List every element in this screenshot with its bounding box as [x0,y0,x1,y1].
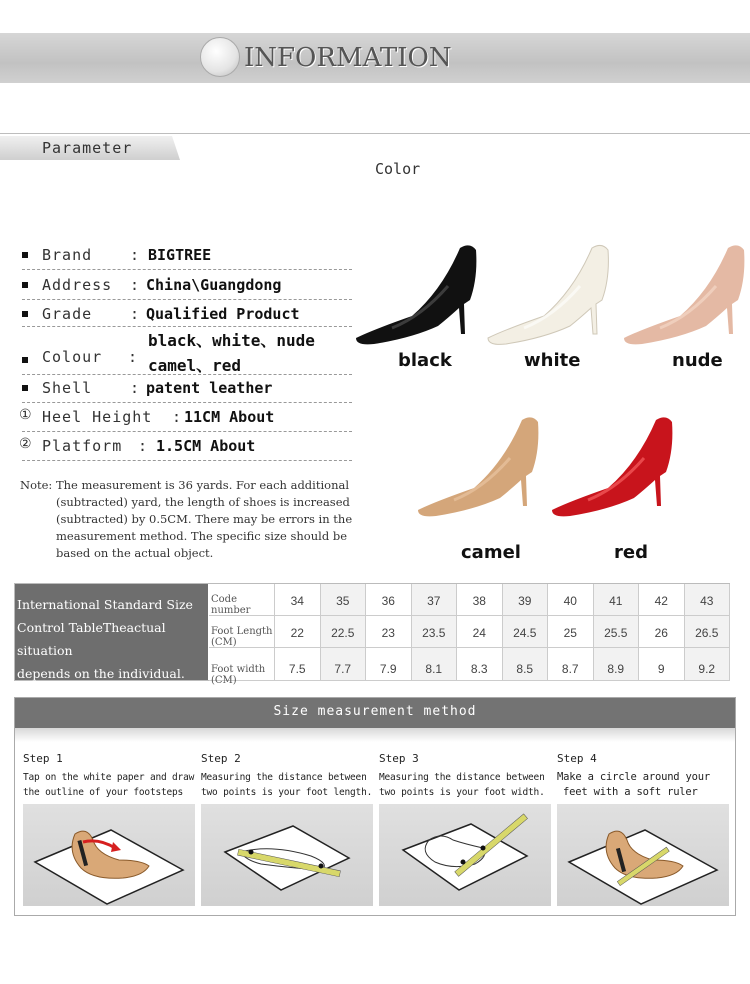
shoe-black-image [352,238,482,348]
size-cell: 43 [685,584,731,616]
shoe-label-white: white [524,350,581,371]
size-cell: 25 [548,616,594,648]
foot-width-illustration [379,804,551,906]
step-text-line: Measuring the distance between [379,772,545,783]
shoe-camel-image [414,410,544,520]
shoe-label-black: black [398,350,452,371]
step-4 [557,750,729,908]
size-cell: 26.5 [685,616,731,648]
size-cell: 38 [457,584,503,616]
spec-key: Address [42,276,113,294]
spec-key: Heel Height [42,408,153,426]
color-heading: Color [375,160,421,178]
step-title: Step 2 [201,752,241,765]
bullet-icon [22,357,28,363]
size-cell: 8.3 [457,648,503,681]
note-line: (subtracted) by 0.5CM. There may be errors in the [56,512,353,526]
spec-row-heel-height [19,406,352,432]
size-cell: 22 [275,616,321,648]
spec-colon: : [172,408,182,426]
size-row-header: Foot Length (CM) [209,616,275,648]
size-cell: 7.5 [275,648,321,681]
shoe-white-image [484,238,614,348]
step-text [23,770,195,800]
step-3 [379,750,551,908]
shoe-label-camel: camel [461,542,521,563]
spec-colon: : [130,379,140,397]
size-cell: 7.7 [321,648,367,681]
step-title: Step 1 [23,752,63,765]
step-text [379,770,551,800]
spec-value: 1.5CM About [156,437,256,455]
method-strip [15,728,735,742]
bullet-icon [22,252,28,258]
step-text-line: Make a circle around your [557,771,711,783]
step-title: Step 4 [557,752,597,765]
spec-colon: : [130,246,140,264]
size-cell: 7.9 [366,648,412,681]
step-text-line: Measuring the distance between [201,772,367,783]
spec-colon: : [130,276,140,294]
step-2 [201,750,373,908]
step-text-line: Tap on the white paper and draw [23,772,195,783]
step-text [557,770,729,800]
size-table [14,583,730,686]
shoe-label-red: red [614,542,648,563]
size-cell: 40 [548,584,594,616]
foot-length-illustration [201,804,373,906]
bullet-icon [22,282,28,288]
foot-outline-illustration [23,804,195,906]
spec-row-grade [22,303,352,327]
spec-value: BIGTREE [148,246,212,264]
measurement-method-panel [14,697,736,916]
spec-row-address [22,274,352,300]
spec-key: Shell [42,379,93,397]
size-row-header: Code number [209,584,275,616]
spec-value: 11CM About [184,408,275,426]
spec-row-platform [19,435,352,461]
circled-two-icon: ② [19,436,32,452]
size-cell: 35 [321,584,367,616]
caption-line: International Standard Size [17,597,193,612]
banner-title: INFORMATION [244,43,452,73]
size-cell: 24 [457,616,503,648]
size-cell: 8.7 [548,648,594,681]
banner-circle-icon [200,37,240,77]
spec-row-shell [22,377,352,403]
size-cell: 23.5 [412,616,458,648]
spec-colon: : [138,437,148,455]
step-text [201,770,373,800]
spec-key: Brand [42,246,93,264]
spec-row-brand [22,244,352,270]
spec-key: Grade [42,305,93,323]
size-cell: 9 [639,648,685,681]
spec-colon: : [128,348,138,366]
shoe-red-image [548,410,678,520]
size-cell: 8.5 [503,648,549,681]
information-banner [0,33,750,83]
bullet-icon [22,311,28,317]
size-table-caption [15,584,208,680]
method-title: Size measurement method [15,698,735,728]
note-line: based on the actual object. [56,546,214,560]
size-cell: 24.5 [503,616,549,648]
note-line: (subtracted) yard, the length of shoes is increased [56,495,350,509]
foot-circumference-illustration [557,804,729,906]
size-row-header: Foot width (CM) [209,648,275,681]
step-text-line: feet with a soft ruler [563,786,698,798]
spec-value: patent leather [146,379,273,397]
step-text-line: two points is your foot width. [379,787,545,798]
size-cell: 36 [366,584,412,616]
spec-value-2: camel、red [148,356,242,375]
spec-key: Colour [42,348,103,366]
size-cell: 8.1 [412,648,458,681]
size-cell: 25.5 [594,616,640,648]
note-line: Note: The measurement is 36 yards. For each additional [20,478,350,492]
size-cell: 22.5 [321,616,367,648]
size-cell: 23 [366,616,412,648]
step-text-line: the outline of your footsteps [23,787,184,798]
size-cell: 39 [503,584,549,616]
step-title: Step 3 [379,752,419,765]
step-text-line: two points is your foot length. [201,787,373,798]
caption-line: depends on the individual. [17,666,185,681]
spec-row-colour [22,327,352,375]
measurement-note [20,477,380,562]
step-1 [23,750,195,908]
size-cell: 34 [275,584,321,616]
shoe-nude-image [620,238,750,348]
size-cell: 9.2 [685,648,731,681]
caption-line: Control TableTheactual situation [17,620,166,658]
size-cell: 41 [594,584,640,616]
spec-value: black、white、nude [148,331,315,350]
circled-one-icon: ① [19,407,32,423]
spec-value: Qualified Product [146,305,300,323]
size-cell: 42 [639,584,685,616]
parameter-label: Parameter [42,139,133,157]
spec-key: Platform [42,437,123,455]
note-line: measurement method. The specific size should be [56,529,347,543]
spec-colon: : [130,305,140,323]
shoe-label-nude: nude [672,350,723,371]
size-cell: 8.9 [594,648,640,681]
size-cell: 37 [412,584,458,616]
size-cell: 26 [639,616,685,648]
bullet-icon [22,385,28,391]
section-divider [0,133,750,134]
spec-value: China\Guangdong [146,276,282,294]
